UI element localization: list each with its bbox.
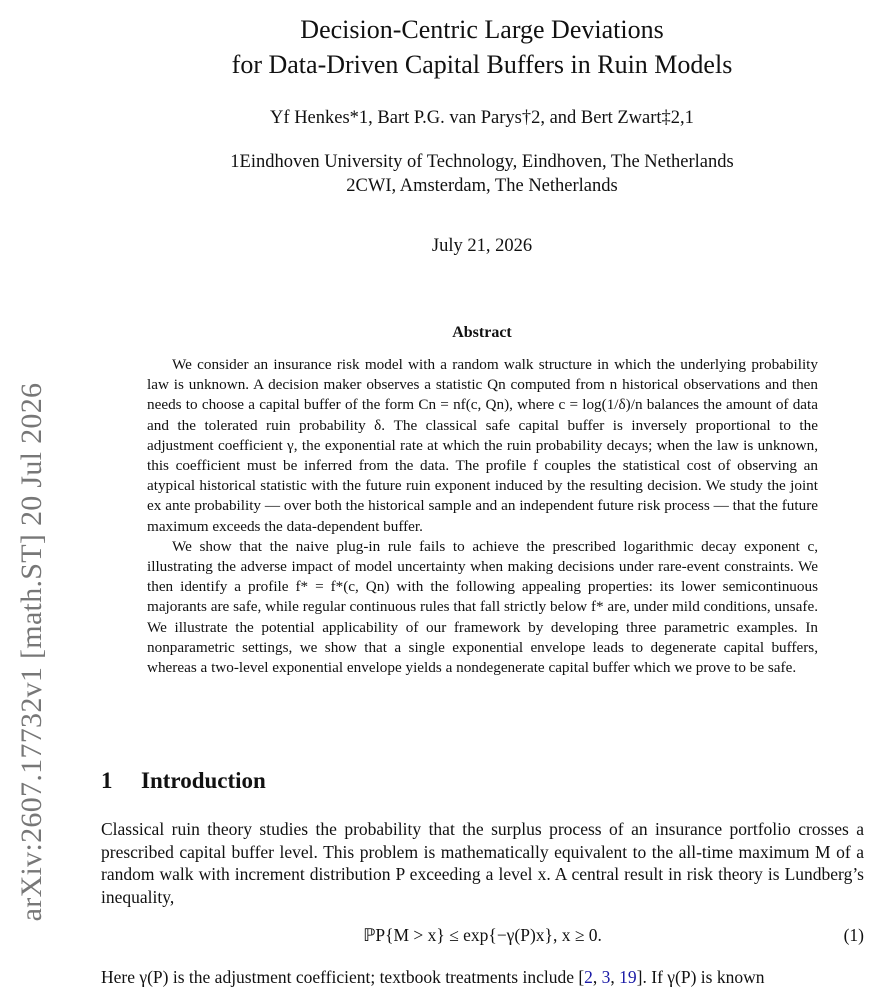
title-line-2: for Data-Driven Capital Buffers in Ruin Models	[231, 50, 733, 79]
equation-number: (1)	[843, 925, 864, 945]
section-heading	[101, 768, 266, 794]
citation-link[interactable]: 19	[619, 967, 637, 987]
tail-text-after: ]. If γ(P) is known	[636, 967, 765, 987]
citation-link[interactable]: 2	[584, 967, 593, 987]
title-line-1: Decision-Centric Large Deviations	[300, 15, 664, 44]
equation-1	[101, 925, 864, 951]
affiliation-1: 1Eindhoven University of Technology, Eindhoven, The Netherlands	[230, 152, 734, 172]
abstract-heading: Abstract	[452, 324, 512, 341]
author-list: Yf Henkes*1, Bart P.G. van Parys†2, and Bert Zwart‡2,1	[270, 108, 694, 128]
section-title: Introduction	[141, 768, 266, 793]
section-number: 1	[101, 768, 113, 793]
abstract-body	[147, 355, 818, 678]
arxiv-identifier-margin	[0, 0, 64, 1000]
affiliation-2: 2CWI, Amsterdam, The Netherlands	[346, 176, 618, 196]
abstract-paragraph-2: We show that the naive plug-in rule fails to achieve the prescribed logarithmic decay exponent c, illustrating the adverse impact of model uncertainty when making decisions under rare-event constraints. We then identify a profile f* = f*(c, Qn) with the following appealing properties: its lower semicontinuous majorants are safe, while regular continuous rules that fall strictly below f* are, under mild conditions, unsafe. We illustrate the potential applicability of our framework by developing three parametric examples. In nonparametric settings, we show that a single exponential envelope leads to degenerate capital buffers, whereas a two-level exponential envelope yields a nondegenerate capital buffer which we prove to be safe.	[147, 537, 818, 677]
paper-title	[100, 12, 864, 82]
tail-text-before: Here γ(P) is the adjustment coefficient; textbook treatments include [	[101, 967, 585, 987]
citation-link[interactable]: 3	[601, 967, 611, 987]
tail-paragraph: Here γ(P) is the adjustment coefficient; textbook treatments include [2, 3, 19]. If γ(P) is known	[101, 967, 765, 987]
paper-date: July 21, 2026	[431, 236, 533, 256]
arxiv-identifier: arXiv:2607.17732v1 [math.ST] 20 Jul 2026	[15, 382, 48, 922]
equation-body: ℙP{M > x} ≤ exp{−γ(P)x}, x ≥ 0.	[363, 925, 602, 945]
intro-paragraph: Classical ruin theory studies the probability that the surplus process of an insurance portfolio crosses a prescribed capital buffer level. This problem is mathematically equivalent to the all-time maximum M of a random walk with increment distribution P exceeding a level x. A central result in risk theory is Lundberg’s inequality,	[101, 819, 864, 907]
abstract-paragraph-1: We consider an insurance risk model with a random walk structure in which the underlying probability law is unknown. A decision maker observes a statistic Qn computed from n historical observations and then needs to choose a capital buffer of the form Cn = nf(c, Qn), where c = log(1/δ)/n balances the amount of data and the tolerated ruin probability δ. The classical safe capital buffer is inversely proportional to the adjustment coefficient γ, the exponential rate at which the ruin probability decays; when the law is unknown, this coefficient must be inferred from the data. The profile f couples the statistical cost of observing an atypical historical statistic with the future ruin exponent induced by the resulting decision. We study the joint ex ante probability — over both the historical sample and an independent future risk process — that the future maximum exceeds the data-dependent buffer.	[147, 356, 818, 535]
affiliations	[100, 150, 864, 198]
